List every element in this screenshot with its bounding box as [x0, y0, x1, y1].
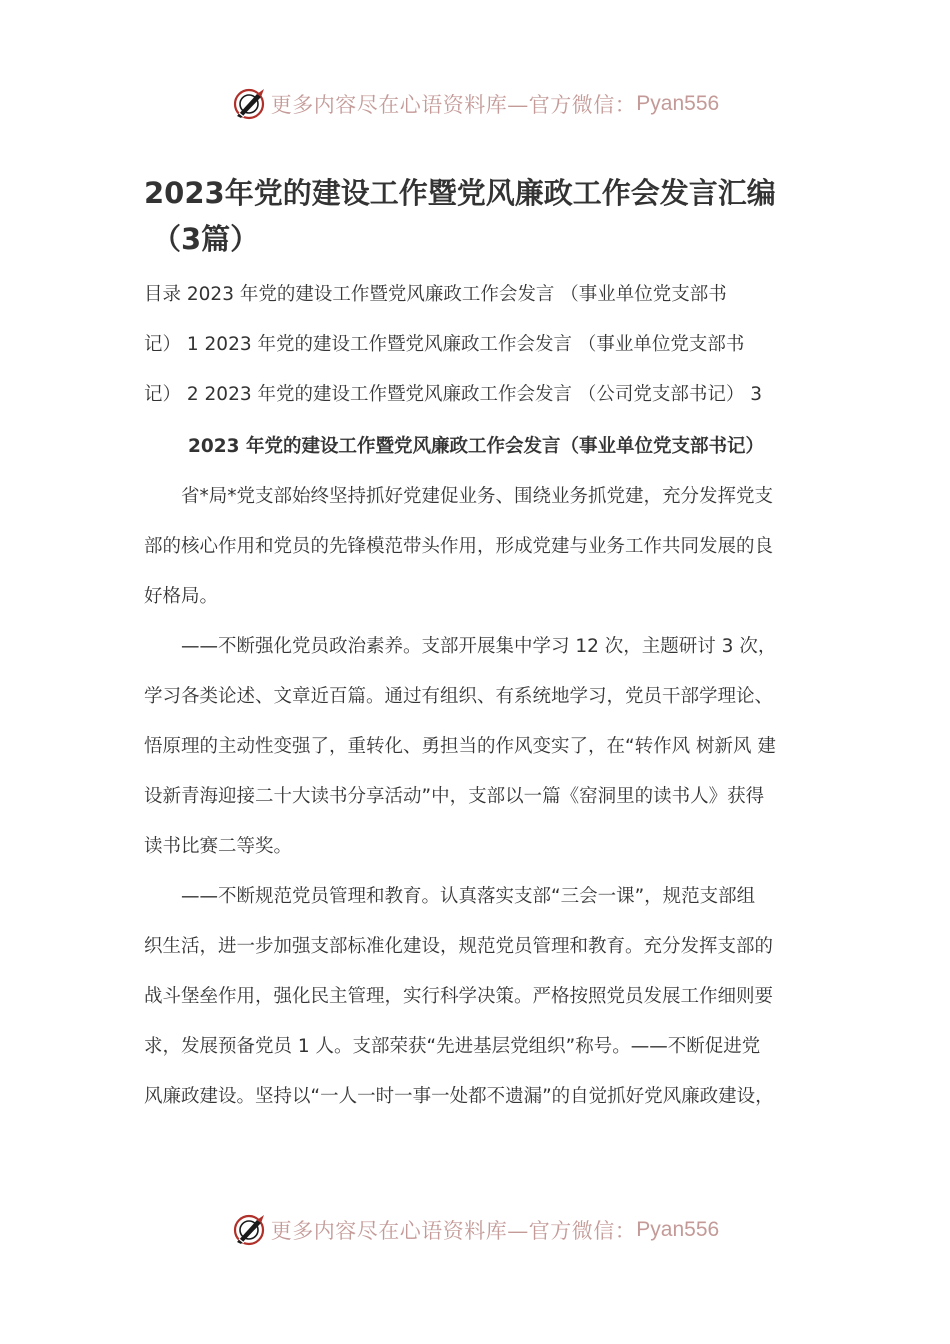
text-line: 求，发展预备党员 1 人。支部荣获“先进基层党组织”称号。——不断促进党: [144, 1036, 761, 1057]
toc-line: 记） 1 2023 年党的建设工作暨党风廉政工作会发言 （事业单位党支部书: [144, 334, 745, 355]
text-line: 设新青海迎接二十大读书分享活动”中，支部以一篇《窑洞里的读书人》获得: [144, 786, 765, 807]
text-line: 读书比赛二等奖。: [144, 836, 293, 857]
quill-pen-logo-icon: [231, 86, 267, 122]
paragraph-member-management: [144, 872, 808, 1122]
text-line: 部的核心作用和党员的先锋模范带头作用，形成党建与业务工作共同发展的良: [144, 536, 774, 557]
quill-pen-logo-icon: [231, 1212, 267, 1248]
section-title: 2023 年党的建设工作暨党风廉政工作会发言（事业单位党支部书记）: [188, 436, 764, 457]
text-line: ——不断规范党员管理和教育。认真落实支部“三会一课”，规范支部组: [181, 886, 756, 907]
text-line: 悟原理的主动性变强了，重转化、勇担当的作风变实了，在“转作风 树新风 建: [144, 736, 776, 757]
document-title: [144, 170, 808, 262]
paragraph-political-literacy: [144, 622, 808, 872]
text-line: 织生活，进一步加强支部标准化建设，规范党员管理和教育。充分发挥支部的: [144, 936, 774, 957]
text-line: 好格局。: [144, 586, 219, 607]
banner-text: 更多内容尽在心语资料库—官方微信：: [270, 1219, 637, 1243]
banner-wechat-id: Pyan556: [636, 92, 720, 115]
banner-text: 更多内容尽在心语资料库—官方微信：: [270, 93, 637, 117]
title-line-1: 2023年党的建设工作暨党风廉政工作会发言汇编: [144, 176, 776, 210]
banner-wechat-id: Pyan556: [636, 1218, 720, 1241]
text-line: 战斗堡垒作用，强化民主管理，实行科学决策。严格按照党员发展工作细则要: [144, 986, 774, 1007]
table-of-contents: [144, 270, 808, 420]
text-line: 风廉政建设。坚持以“一人一时一事一处都不遗漏”的自觉抓好党风廉政建设，: [144, 1086, 774, 1107]
text-line: 省*局*党支部始终坚持抓好党建促业务、围绕业务抓党建，充分发挥党支: [181, 486, 774, 507]
toc-line: 记） 2 2023 年党的建设工作暨党风廉政工作会发言 （公司党支部书记） 3: [144, 384, 763, 405]
title-line-2: （3篇）: [152, 222, 260, 256]
footer-watermark-banner: [0, 1208, 950, 1252]
header-watermark-banner: [0, 82, 950, 126]
paragraph-intro: [144, 472, 808, 622]
toc-line: 目录 2023 年党的建设工作暨党风廉政工作会发言 （事业单位党支部书: [144, 284, 727, 305]
document-body: [144, 170, 808, 1122]
text-line: ——不断强化党员政治素养。支部开展集中学习 12 次，主题研讨 3 次，: [181, 636, 777, 657]
text-line: 学习各类论述、文章近百篇。通过有组织、有系统地学习，党员干部学理论、: [144, 686, 774, 707]
